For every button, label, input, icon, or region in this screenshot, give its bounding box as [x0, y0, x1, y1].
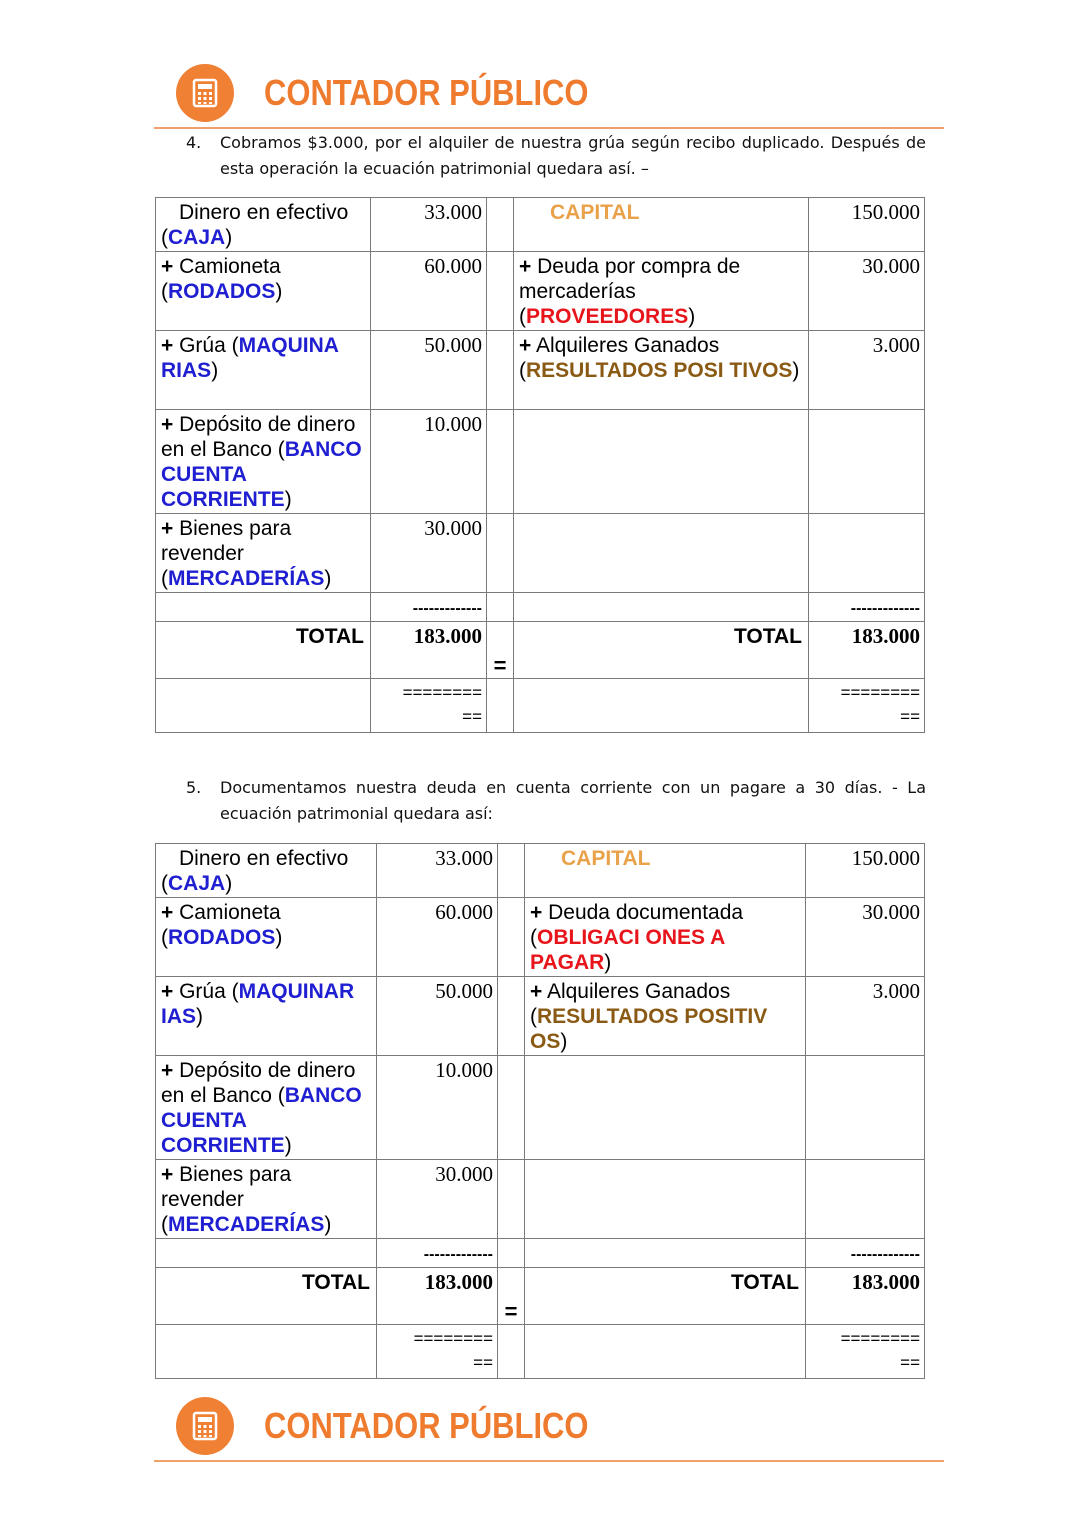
- dash-line: -------------: [806, 1239, 925, 1268]
- paragraph-text: Documentamos nuestra deuda en cuenta corriente con un pagare a 30 días. - La ecuación patrimonial quedara así:: [220, 778, 926, 823]
- equity-liability-description: [525, 1056, 806, 1160]
- liability-value: 30.000: [809, 252, 925, 331]
- plus-sign: +: [161, 980, 174, 1003]
- liability-account-name: CAPITAL: [561, 847, 651, 870]
- equals-column-cell: [487, 514, 514, 593]
- asset-label: Camioneta (: [161, 255, 281, 303]
- asset-label: Depósito de dinero en el Banco (: [161, 413, 356, 461]
- total-label: TOTAL: [156, 1268, 377, 1325]
- closing-paren: ): [211, 359, 219, 382]
- liability-account-name: PROVEEDORES: [526, 305, 689, 328]
- double-line-part: ========: [402, 683, 482, 702]
- liability-label: Deuda documentada (: [530, 901, 744, 949]
- asset-account-name: BANCO CUENTA CORRIENTE: [161, 438, 362, 511]
- total-right-value: 183.000: [809, 622, 925, 679]
- plus-sign: +: [519, 334, 532, 357]
- asset-description: [156, 410, 371, 514]
- asset-value: 30.000: [371, 514, 487, 593]
- equation-row: [156, 977, 925, 1056]
- asset-value: 50.000: [377, 977, 498, 1056]
- equals-column-cell: [498, 1160, 525, 1239]
- brand-title: CONTADOR PÚBLICO: [264, 72, 589, 113]
- closing-paren: ): [604, 951, 612, 974]
- total-row: [156, 1268, 925, 1325]
- section-4-paragraph: [186, 130, 926, 182]
- liability-value: [809, 410, 925, 514]
- liability-label: Alquileres Ganados (: [530, 980, 731, 1028]
- plus-sign: +: [519, 255, 532, 278]
- liability-value: 3.000: [806, 977, 925, 1056]
- closing-paren: ): [324, 567, 332, 590]
- liability-account-name: CAPITAL: [550, 201, 640, 224]
- dash-line: -------------: [377, 1239, 498, 1268]
- liability-value: 3.000: [809, 331, 925, 410]
- closing-paren: ): [275, 926, 283, 949]
- closing-paren: ): [284, 1134, 292, 1157]
- empty-cell: [525, 1325, 806, 1379]
- empty-cell: [156, 679, 371, 733]
- asset-account-name: CAJA: [168, 872, 226, 895]
- asset-value: 60.000: [377, 898, 498, 977]
- empty-cell: [498, 1239, 525, 1268]
- equals-column-cell: [498, 1056, 525, 1160]
- plus-sign: +: [161, 334, 174, 357]
- empty-cell: [156, 1239, 377, 1268]
- item-number: 5.: [186, 778, 202, 797]
- double-line-part: ========: [413, 1329, 493, 1348]
- double-line-part: ==: [462, 707, 482, 726]
- total-assets-value: 183.000: [371, 622, 487, 679]
- asset-value: 60.000: [371, 252, 487, 331]
- equals-symbol: =: [504, 1299, 518, 1324]
- liability-label: Alquileres Ganados (: [519, 334, 720, 382]
- equity-liability-description: [525, 898, 806, 977]
- asset-description: [156, 898, 377, 977]
- plus-sign: +: [530, 901, 543, 924]
- asset-label: Grúa (: [173, 980, 239, 1003]
- asset-account-name: MAQUINA RIAS: [161, 334, 339, 382]
- equity-liability-description: [514, 514, 809, 593]
- equals-sign: [498, 1268, 525, 1325]
- liability-account-name: OBLIGACI ONES A PAGAR: [530, 926, 725, 974]
- equity-liability-description: [514, 331, 809, 410]
- asset-value: 10.000: [377, 1056, 498, 1160]
- equity-liability-description: [514, 252, 809, 331]
- asset-value: 33.000: [377, 844, 498, 898]
- asset-account-name: MAQUINAR IAS: [161, 980, 355, 1028]
- asset-label: Bienes para revender (: [161, 1163, 292, 1236]
- empty-cell: [487, 593, 514, 622]
- equation-row: [156, 898, 925, 977]
- equation-row: [156, 198, 925, 252]
- calculator-icon: [176, 64, 234, 122]
- asset-label: Grúa (: [173, 334, 239, 357]
- asset-description: [156, 1056, 377, 1160]
- asset-value: 10.000: [371, 410, 487, 514]
- total-right-value: 183.000: [806, 1268, 925, 1325]
- asset-label: Depósito de dinero en el Banco (: [161, 1059, 356, 1107]
- equation-row: [156, 514, 925, 593]
- subtotal-line-row: [156, 593, 925, 622]
- asset-description: [156, 198, 371, 252]
- asset-label: Camioneta (: [161, 901, 281, 949]
- asset-description: [156, 331, 371, 410]
- liability-label: Deuda por compra de mercaderías (: [519, 255, 741, 328]
- double-underline: [371, 679, 487, 733]
- empty-cell: [156, 593, 371, 622]
- empty-cell: [487, 679, 514, 733]
- plus-sign: +: [161, 517, 174, 540]
- empty-cell: [156, 1325, 377, 1379]
- equation-table-4: [155, 197, 925, 733]
- equals-symbol: =: [493, 653, 507, 678]
- empty-cell: [514, 593, 809, 622]
- plus-sign: +: [161, 413, 174, 436]
- closing-paren: ): [324, 1213, 332, 1236]
- closing-paren: ): [225, 872, 233, 895]
- equity-liability-description: [514, 410, 809, 514]
- footer-brand: [176, 1397, 641, 1455]
- plus-sign: +: [161, 255, 174, 278]
- closing-paren: ): [196, 1005, 204, 1028]
- double-line-part: ========: [840, 683, 920, 702]
- empty-cell: [498, 1325, 525, 1379]
- asset-value: 33.000: [371, 198, 487, 252]
- equity-liability-description: [525, 1160, 806, 1239]
- total-label: TOTAL: [525, 1268, 806, 1325]
- closing-paren: ): [275, 280, 283, 303]
- equals-sign: [487, 622, 514, 679]
- empty-cell: [525, 1239, 806, 1268]
- equation-table-5: [155, 843, 925, 1379]
- equity-liability-description: [514, 198, 809, 252]
- closing-paren: ): [225, 226, 233, 249]
- equity-liability-description: [525, 977, 806, 1056]
- liability-value: [806, 1056, 925, 1160]
- paragraph-text: Cobramos $3.000, por el alquiler de nuestra grúa según recibo duplicado. Después de esta operación la ecuación patrimonial quedara así. –: [220, 133, 926, 178]
- total-label: TOTAL: [514, 622, 809, 679]
- liability-value: [809, 514, 925, 593]
- equation-row: [156, 410, 925, 514]
- equation-row: [156, 1056, 925, 1160]
- item-number: 4.: [186, 133, 202, 152]
- subtotal-line-row: [156, 1239, 925, 1268]
- equation-row: [156, 331, 925, 410]
- empty-cell: [514, 679, 809, 733]
- asset-account-name: CAJA: [168, 226, 226, 249]
- asset-account-name: MERCADERÍAS: [168, 1213, 325, 1236]
- asset-description: [156, 252, 371, 331]
- equation-row: [156, 844, 925, 898]
- liability-account-name: RESULTADOS POSI TIVOS: [526, 359, 793, 382]
- asset-label: Dinero en efectivo (: [161, 201, 349, 249]
- dash-line: -------------: [371, 593, 487, 622]
- dash-line: -------------: [809, 593, 925, 622]
- asset-description: [156, 514, 371, 593]
- asset-account-name: BANCO CUENTA CORRIENTE: [161, 1084, 362, 1157]
- equals-column-cell: [498, 844, 525, 898]
- asset-account-name: RODADOS: [168, 280, 276, 303]
- double-line-part: ==: [900, 1353, 920, 1372]
- liability-value: [806, 1160, 925, 1239]
- equals-column-cell: [487, 198, 514, 252]
- equals-column-cell: [498, 898, 525, 977]
- footer-divider: [154, 1460, 944, 1462]
- liability-account-name: RESULTADOS POSITIV OS: [530, 1005, 768, 1053]
- double-underline: [806, 1325, 925, 1379]
- equals-column-cell: [487, 252, 514, 331]
- brand-title: CONTADOR PÚBLICO: [264, 1405, 589, 1446]
- double-line-row: [156, 679, 925, 733]
- double-line-part: ==: [473, 1353, 493, 1372]
- header-brand: [176, 64, 641, 122]
- total-assets-value: 183.000: [377, 1268, 498, 1325]
- equals-column-cell: [487, 410, 514, 514]
- asset-label: Dinero en efectivo (: [161, 847, 349, 895]
- plus-sign: +: [530, 980, 543, 1003]
- liability-value: 150.000: [806, 844, 925, 898]
- total-label: TOTAL: [156, 622, 371, 679]
- equals-column-cell: [498, 977, 525, 1056]
- asset-description: [156, 977, 377, 1056]
- asset-description: [156, 1160, 377, 1239]
- equals-column-cell: [487, 331, 514, 410]
- double-line-part: ==: [900, 707, 920, 726]
- plus-sign: +: [161, 1163, 174, 1186]
- equity-liability-description: [525, 844, 806, 898]
- liability-value: 30.000: [806, 898, 925, 977]
- double-underline: [809, 679, 925, 733]
- asset-label: Bienes para revender (: [161, 517, 292, 590]
- section-5-paragraph: [186, 775, 926, 827]
- asset-description: [156, 844, 377, 898]
- asset-value: 30.000: [377, 1160, 498, 1239]
- closing-paren: ): [792, 359, 800, 382]
- total-row: [156, 622, 925, 679]
- equation-row: [156, 1160, 925, 1239]
- liability-value: 150.000: [809, 198, 925, 252]
- double-line-part: ========: [840, 1329, 920, 1348]
- header-divider: [154, 127, 944, 129]
- plus-sign: +: [161, 901, 174, 924]
- closing-paren: ): [284, 488, 292, 511]
- asset-account-name: MERCADERÍAS: [168, 567, 325, 590]
- closing-paren: ): [688, 305, 696, 328]
- plus-sign: +: [161, 1059, 174, 1082]
- asset-value: 50.000: [371, 331, 487, 410]
- calculator-icon: [176, 1397, 234, 1455]
- double-underline: [377, 1325, 498, 1379]
- closing-paren: ): [560, 1030, 568, 1053]
- equation-row: [156, 252, 925, 331]
- asset-account-name: RODADOS: [168, 926, 276, 949]
- double-line-row: [156, 1325, 925, 1379]
